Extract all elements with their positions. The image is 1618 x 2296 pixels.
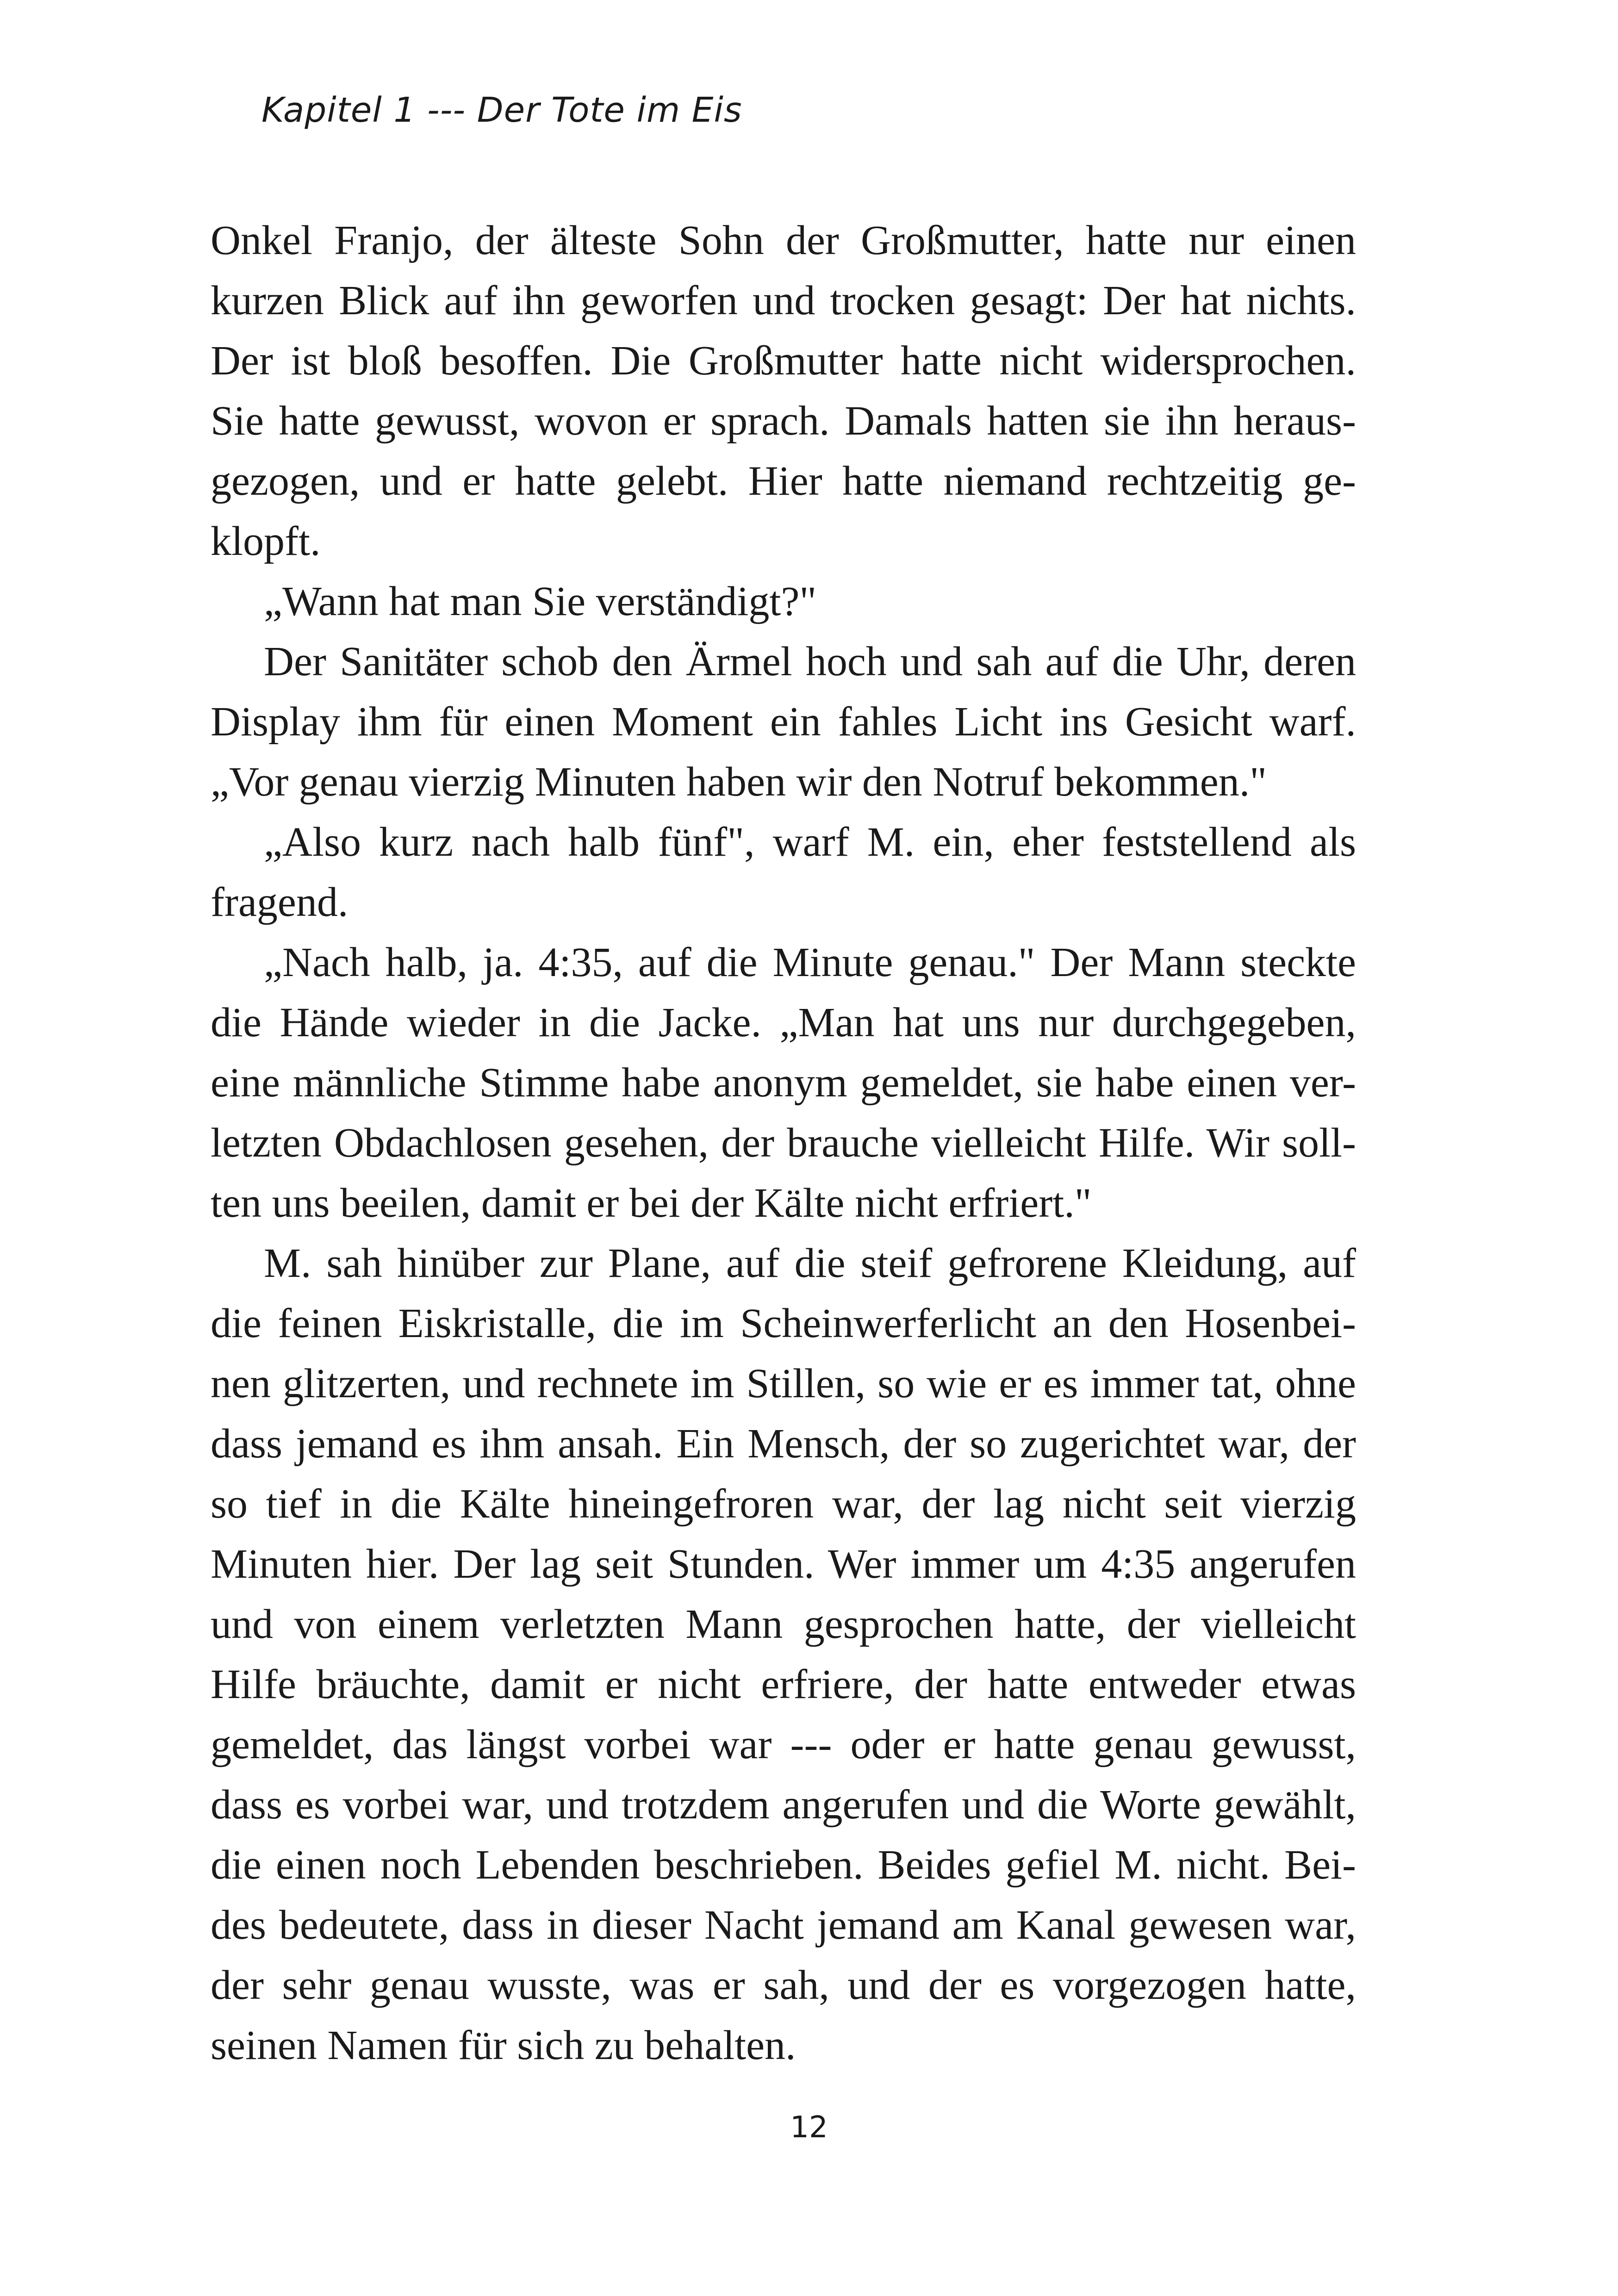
text-line: „Nach halb, ja. 4:35, auf die Minute genau." Der Mann steckte <box>264 940 1356 985</box>
text-line: Minuten hier. Der lag seit Stunden. Wer immer um 4:35 angerufen <box>211 1541 1356 1587</box>
text-line: Der ist bloß besoffen. Die Großmutter hatte nicht widersprochen. <box>211 338 1356 384</box>
text-line: der sehr genau wusste, was er sah, und der es vorgezogen hatte, <box>211 1962 1356 2008</box>
text-line: M. sah hinüber zur Plane, auf die steif gefrorene Kleidung, auf <box>264 1240 1356 1286</box>
text-line: so tief in die Kälte hineingefroren war, der lag nicht seit vierzig <box>211 1481 1356 1527</box>
text-line: gezogen, und er hatte gelebt. Hier hatte niemand rechtzeitig ge- <box>211 458 1356 504</box>
text-line: eine männliche Stimme habe anonym gemeldet, sie habe einen ver- <box>211 1060 1356 1106</box>
text-line: ten uns beeilen, damit er bei der Kälte nicht erfriert." <box>211 1180 1092 1226</box>
text-line: klopft. <box>211 518 321 564</box>
text-line: die Hände wieder in die Jacke. „Man hat uns nur durchgegeben, <box>211 1000 1356 1045</box>
text-line: gemeldet, das längst vorbei war --- oder er hatte genau gewusst, <box>211 1722 1356 1767</box>
text-line: „Also kurz nach halb fünf", warf M. ein, eher feststellend als <box>264 819 1356 865</box>
text-line: Display ihm für einen Moment ein fahles Licht ins Gesicht warf. <box>211 699 1356 745</box>
text-line: nen glitzerten, und rechnete im Stillen, so wie er es immer tat, ohne <box>211 1361 1356 1406</box>
text-line: „Vor genau vierzig Minuten haben wir den Notruf bekommen." <box>211 759 1267 805</box>
text-line: dass jemand es ihm ansah. Ein Mensch, der so zugerichtet war, der <box>211 1421 1356 1467</box>
text-line: seinen Namen für sich zu behalten. <box>211 2022 796 2068</box>
page-number: 12 <box>790 2110 828 2145</box>
running-head: Kapitel 1 --- Der Tote im Eis <box>261 90 742 130</box>
text-line: und von einem verletzten Mann gesprochen hatte, der vielleicht <box>211 1601 1356 1647</box>
text-line: Onkel Franjo, der älteste Sohn der Großmutter, hatte nur einen <box>211 218 1356 263</box>
text-line: fragend. <box>211 879 348 925</box>
text-line: kurzen Blick auf ihn geworfen und trocken gesagt: Der hat nichts. <box>211 278 1356 324</box>
text-line: Hilfe bräuchte, damit er nicht erfriere, der hatte entweder etwas <box>211 1661 1356 1707</box>
text-line: „Wann hat man Sie verständigt?" <box>264 579 817 624</box>
body-text <box>211 211 1356 2076</box>
text-line: dass es vorbei war, und trotzdem angerufen und die Worte gewählt, <box>211 1782 1356 1828</box>
text-line: des bedeutete, dass in dieser Nacht jemand am Kanal gewesen war, <box>211 1902 1356 1948</box>
text-line: Sie hatte gewusst, wovon er sprach. Damals hatten sie ihn heraus- <box>211 398 1356 444</box>
text-line: die feinen Eiskristalle, die im Scheinwerferlicht an den Hosenbei- <box>211 1300 1356 1346</box>
text-line: Der Sanitäter schob den Ärmel hoch und sah auf die Uhr, deren <box>264 639 1356 684</box>
text-line: letzten Obdachlosen gesehen, der brauche vielleicht Hilfe. Wir soll- <box>211 1120 1356 1166</box>
text-line: die einen noch Lebenden beschrieben. Beides gefiel M. nicht. Bei- <box>211 1842 1356 1888</box>
